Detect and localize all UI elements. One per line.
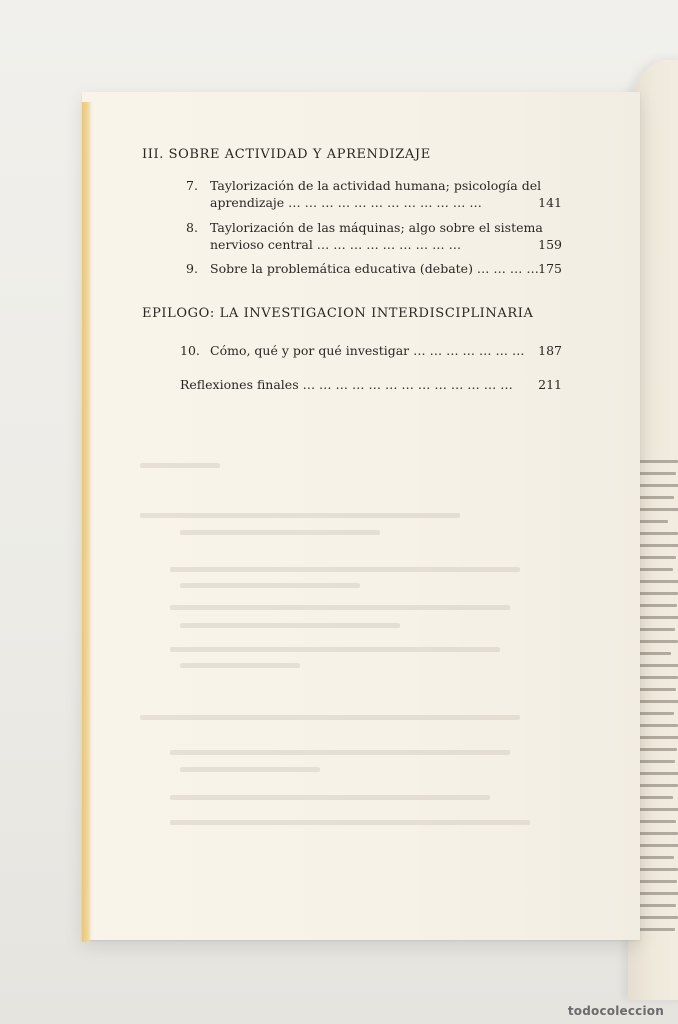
entry-page-number: 187 [538,343,562,358]
entry-title-cont: aprendizaje … … … … … … … … … … … … [210,195,482,210]
section-heading-epilogo: EPILOGO: LA INVESTIGACION INTERDISCIPLINARIA [142,306,534,321]
entry-number: 8. [186,220,198,235]
entry-number: 9. [186,261,198,276]
final-entry-page-number: 211 [538,377,562,392]
entry-number: 10. [180,343,200,358]
entry-number: 7. [186,178,198,193]
entry-title: Sobre la problemática educativa (debate) … … … … [210,261,539,276]
entry-page-number: 175 [538,261,562,276]
section-heading-iii: III. SOBRE ACTIVIDAD Y APRENDIZAJE [142,147,431,162]
entry-title: Taylorización de las máquinas; algo sobre el sistema [210,220,543,235]
entry-title-cont: nervioso central … … … … … … … … … [210,237,462,252]
final-entry-title: Reflexiones finales … … … … … … … … … … … … … [180,377,513,392]
entry-title: Taylorización de la actividad humana; psicología del [210,178,542,193]
entry-page-number: 141 [538,195,562,210]
entry-page-number: 159 [538,237,562,252]
watermark-logo: todocoleccion [567,1004,664,1018]
entry-title: Cómo, qué y por qué investigar … … … … … … … [210,343,525,358]
